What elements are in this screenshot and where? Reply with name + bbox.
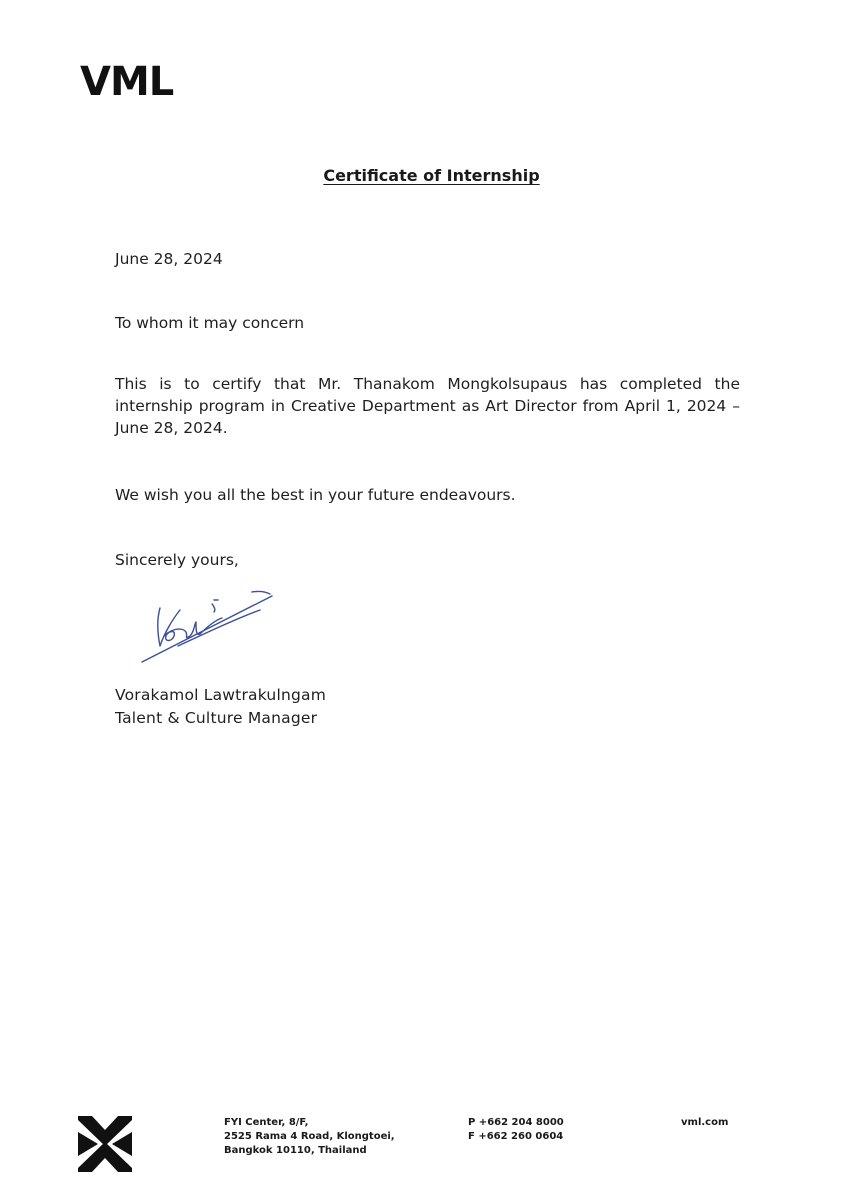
website-link: vml.com bbox=[681, 1117, 729, 1128]
fax-number: F +662 260 0604 bbox=[468, 1131, 564, 1142]
footer-contact-numbers bbox=[468, 1116, 564, 1144]
signer-title: Talent & Culture Manager bbox=[115, 709, 318, 727]
closing-line: Sincerely yours, bbox=[115, 551, 239, 569]
phone-number: P +662 204 8000 bbox=[468, 1117, 564, 1128]
salutation: To whom it may concern bbox=[115, 314, 305, 332]
footer-website bbox=[681, 1116, 728, 1130]
signer-name: Vorakamol Lawtrakulngam bbox=[115, 686, 327, 704]
address-line: FYI Center, 8/F, bbox=[224, 1117, 309, 1128]
address-line: Bangkok 10110, Thailand bbox=[224, 1145, 367, 1156]
vml-logo: VML bbox=[80, 59, 174, 105]
certification-paragraph: This is to certify that Mr. Thanakom Mongkolsupaus has completed the internship program in Creative Department as Art Director from April 1, 2024 – June 28, 2024. bbox=[115, 375, 740, 437]
address-line: 2525 Rama 4 Road, Klongtoei, bbox=[224, 1131, 395, 1142]
letter-date: June 28, 2024 bbox=[115, 250, 223, 268]
vml-x-mark-icon bbox=[78, 1116, 132, 1172]
footer-address bbox=[224, 1116, 395, 1158]
handwritten-signature bbox=[138, 586, 278, 668]
well-wishes-line: We wish you all the best in your future endeavours. bbox=[115, 486, 516, 504]
certificate-title: Certificate of Internship bbox=[323, 166, 540, 185]
